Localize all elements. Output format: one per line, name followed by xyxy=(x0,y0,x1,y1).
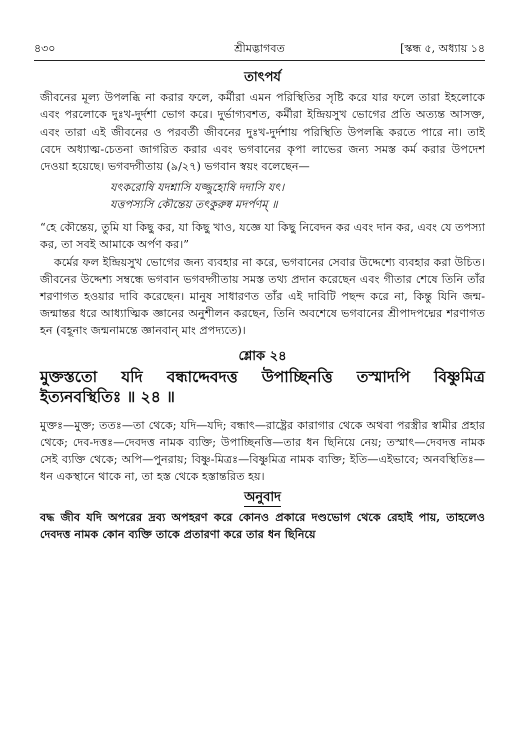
page-number: ৪৩০ xyxy=(34,42,56,55)
purport-paragraph-1: জীবনের মূল্য উপলব্ধি না করার ফলে, কর্মীরা এমন পরিস্থিতির সৃষ্টি করে যার ফলে তারা ইহলোকে এবং পরলোকে দুঃখ-দুর্দশা ভোগ করে। দুর্ভাগ্যবশত, কর্মীরা ইন্দ্রিয়সুখ ভোগের প্রতি অত্যন্ত আসক্ত, এবং তারা এই জীবনের ও পরবর্তী জীবনের দুঃখ-দুর্দশায় পরিস্থিতি উপলব্ধি করতে পারে না। তাই বেদে অধ্যাত্ম-চেতনা জাগরিত করার এবং ভগবানের কৃপা লাভের জন্য সমস্ত কর্ম করার উপদেশ দেওয়া হয়েছে। ভগবদ্গীতায় (৯/২৭) ভগবান স্বয়ং বলেছেন— xyxy=(40,91,485,174)
sloka-word: বন্ধাদ্দেবদত্ত xyxy=(166,366,238,386)
sloka-line-1 xyxy=(40,367,485,387)
gita-verse-line-2: যত্তপস্যসি কৌন্তেয় তৎকুরুষ্ব মদর্পণম্‌ ॥ xyxy=(110,198,278,212)
book-title: শ্রীমদ্ভাগবত xyxy=(234,42,285,55)
sloka-line-2: ইত্যনবস্থিতিঃ ॥ ২৪ ॥ xyxy=(40,386,175,406)
purport-heading: তাৎপর্য xyxy=(244,70,281,85)
sloka-text xyxy=(40,367,485,407)
page-header xyxy=(34,40,485,56)
gita-quote-translation: “হে কৌন্তেয়, তুমি যা কিছু কর, যা কিছু খাও, যজ্ঞে যা কিছু নিবেদন কর এবং দান কর, এবং যে তপস্যা কর, তা সবই আমাকে অর্পণ কর।” xyxy=(40,221,485,252)
sloka-word: উপাচ্ছিনত্তি xyxy=(261,366,333,386)
header-rule xyxy=(34,60,485,61)
purport-paragraph-2: কর্মের ফল ইন্দ্রিয়সুখ ভোগের জন্য ব্যবহার না করে, ভগবানের সেবার উদ্দেশ্যে ব্যবহার করা উচিত। জীবনের উদ্দেশ্য সম্বন্ধে ভগবান ভগবদ্গীতায় সমস্ত তথ্য প্রদান করেছেন এবং গীতার শেষে তিনি তাঁর শরণাগত হওয়ার দাবি করেছেন। মানুষ সাধারণত তাঁর এই দাবিটি পছন্দ করে না, কিন্তু যিনি জন্ম-জন্মান্তর ধরে আধ্যাত্মিক জ্ঞানের অনুশীলন করছেন, তিনি অবশেষে ভগবানের শ্রীপাদপদ্মের শরণাগত হন (বহূনাং জন্মনামন্তে জ্ঞানবান্‌ মাং প্রপদ্যতে)। xyxy=(40,255,485,338)
sloka-title: শ্লোক ২৪ xyxy=(238,348,287,364)
synonyms-text: মুক্তঃ—মুক্ত; ততঃ—তা থেকে; যদি—যদি; বন্ধাৎ—রাষ্ট্রের কারাগার থেকে অথবা পরস্ত্রীর স্বামীর প্রহার থেকে; দেব-দত্তঃ—দেবদত্ত নামক ব্যক্তি; উপাচ্ছিনত্তি—তার ধন ছিনিয়ে নেয়; তস্মাৎ—দেবদত্ত নামক সেই ব্যক্তি থেকে; অপি—পুনরায়; বিষ্ণু-মিত্রঃ—বিষ্ণুমিত্র নামক ব্যক্তি; ইতি—এইভাবে; অনবস্থিতিঃ—ধন একস্থানে থাকে না, তা হস্ত থেকে হস্তান্তরিত হয়। xyxy=(40,418,485,484)
sloka-word: বিষ্ণুমিত্র xyxy=(433,366,485,386)
gita-verse-line-1: যৎকরোষি যদশ্নাসি যজ্জুহোষি দদাসি যৎ। xyxy=(110,181,285,195)
sloka-word: মুক্তস্ততো xyxy=(40,366,98,386)
translation-text: বদ্ধ জীব যদি অপরের দ্রব্য অপহরণ করে কোনও প্রকারে দণ্ডভোগ থেকে রেহাই পায়, তাহলেও দেবদত্ত নামক কোন ব্যক্তি তাকে প্রতারণা করে তার ধন ছিনিয়ে xyxy=(40,509,485,542)
sloka-word: তস্মাদপি xyxy=(356,366,410,386)
translation-heading-label: অনুবাদ xyxy=(244,489,281,505)
chapter-reference: [স্কন্ধ ৫, অধ্যায় ১৪ xyxy=(400,42,485,55)
translation-heading xyxy=(40,489,485,506)
gita-verse xyxy=(110,179,485,213)
synonyms-section xyxy=(40,417,485,486)
page-content xyxy=(40,66,485,543)
sloka-word: যদি xyxy=(121,366,143,386)
